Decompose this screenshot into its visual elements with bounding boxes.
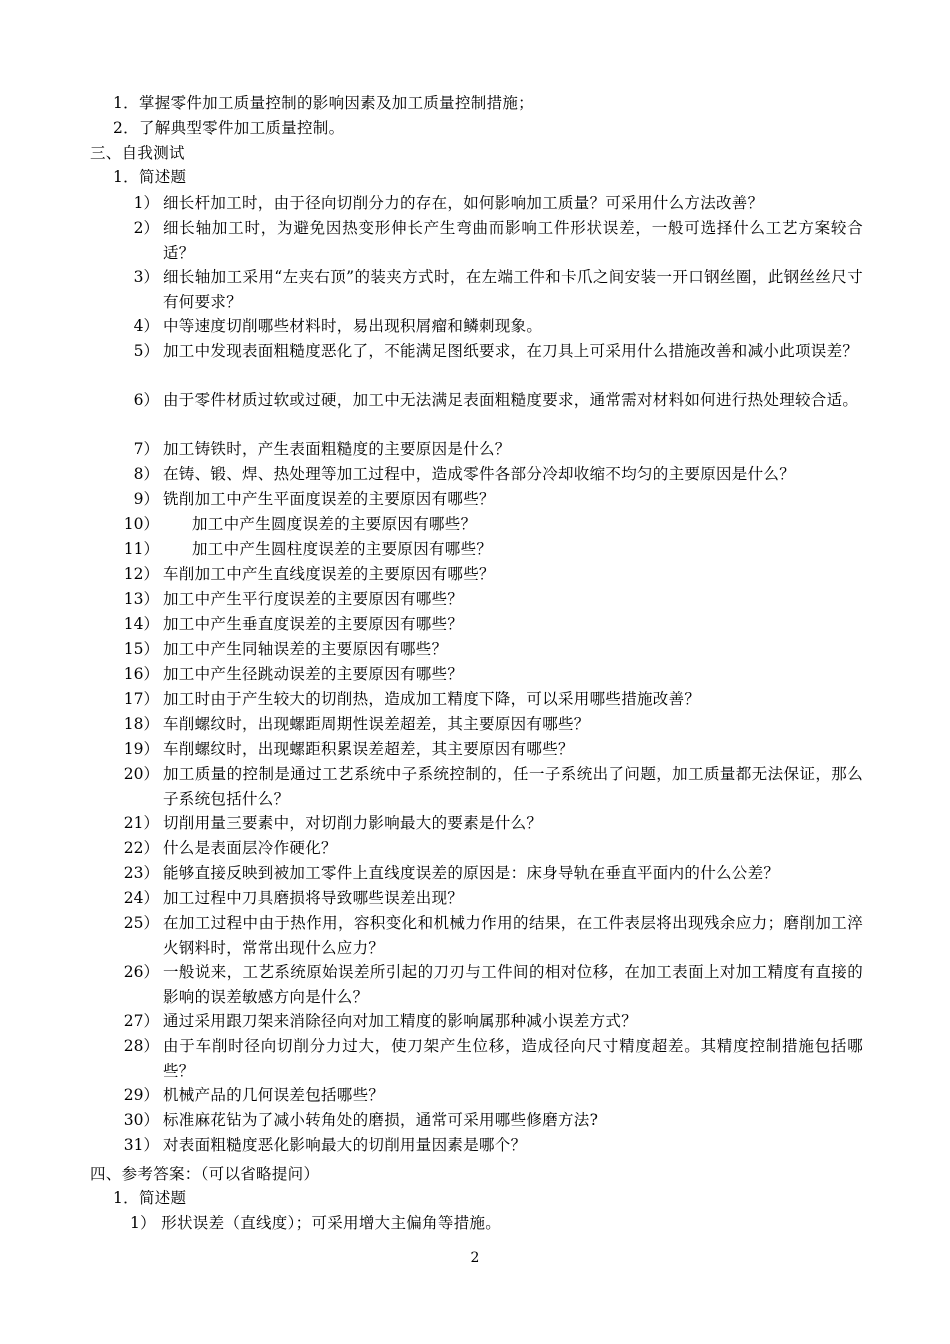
question-text: 在加工过程中由于热作用，容积变化和机械力作用的结果，在工件表层将出现残余应力；磨削加工淬火钢料时，常常出现什么应力？ <box>163 914 863 957</box>
question-number: 4） <box>133 317 159 335</box>
question-text: 铣削加工中产生平面度误差的主要原因有哪些？ <box>163 490 495 508</box>
question-text: 加工中产生圆柱度误差的主要原因有哪些？ <box>192 540 493 558</box>
question-number: 19） <box>123 740 159 758</box>
question-text: 在铸、锻、焊、热处理等加工过程中，造成零件各部分冷却收缩不均匀的主要原因是什么？ <box>163 465 796 483</box>
objective-number: 2． <box>113 119 139 137</box>
objective-item <box>113 117 344 139</box>
question-number: 17） <box>123 690 159 708</box>
question-number: 15） <box>123 640 159 658</box>
section-heading: 三、自我测试 <box>90 144 185 162</box>
question-number: 28） <box>123 1037 159 1055</box>
question-number: 25） <box>123 914 159 932</box>
objective-item <box>113 92 534 114</box>
question-text: 对表面粗糙度恶化影响最大的切削用量因素是哪个？ <box>163 1136 527 1154</box>
question-text: 什么是表面层冷作硬化？ <box>163 839 337 857</box>
question-text: 车削加工中产生直线度误差的主要原因有哪些？ <box>163 565 495 583</box>
question-text: 车削螺纹时，出现螺距积累误差超差，其主要原因有哪些？ <box>163 740 574 758</box>
subsection-heading: 1．简述题 <box>113 1189 187 1207</box>
question-text: 加工中产生径跳动误差的主要原因有哪些？ <box>163 665 464 683</box>
question-number: 16） <box>123 665 159 683</box>
question-text: 加工质量的控制是通过工艺系统中子系统控制的，任一子系统出了问题，加工质量都无法保证，那么子系统包括什么？ <box>163 765 863 808</box>
question-text: 通过采用跟刀架来消除径向对加工精度的影响属那种减小误差方式？ <box>163 1012 638 1030</box>
question-number: 22） <box>123 839 159 857</box>
answer-item <box>130 1212 501 1234</box>
section-heading: 四、参考答案：（可以省略提问） <box>90 1165 320 1183</box>
question-text: 加工时由于产生较大的切削热，造成加工精度下降，可以采用哪些措施改善？ <box>163 690 701 708</box>
answer-text: 形状误差（直线度）；可采用增大主偏角等措施。 <box>161 1214 502 1232</box>
question-number: 14） <box>123 615 159 633</box>
question-text: 中等速度切削哪些材料时，易出现积屑瘤和鳞刺现象。 <box>163 317 543 335</box>
objective-number: 1． <box>113 94 139 112</box>
question-number: 3） <box>133 268 159 286</box>
question-text: 一般说来，工艺系统原始误差所引起的刀刃与工件间的相对位移，在加工表面上对加工精度有直接的影响的误差敏感方向是什么？ <box>163 963 863 1006</box>
question-text: 加工中产生平行度误差的主要原因有哪些？ <box>163 590 464 608</box>
question-text: 由于零件材质过软或过硬，加工中无法满足表面粗糙度要求，通常需对材料如何进行热处理较合适。 <box>163 391 859 409</box>
question-number: 8） <box>133 465 159 483</box>
question-text: 切削用量三要素中，对切削力影响最大的要素是什么？ <box>163 814 543 832</box>
question-number: 7） <box>133 440 159 458</box>
question-number: 11） <box>123 540 159 558</box>
question-text: 标准麻花钻为了减小转角处的磨损，通常可采用哪些修磨方法? <box>163 1111 599 1129</box>
question-text: 加工中发现表面粗糙度恶化了，不能满足图纸要求，在刀具上可采用什么措施改善和减小此项误差？ <box>163 342 859 360</box>
question-text: 机械产品的几何误差包括哪些？ <box>163 1086 385 1104</box>
subsection-heading: 1．简述题 <box>113 168 187 186</box>
objective-text: 了解典型零件加工质量控制。 <box>138 119 345 137</box>
question-text: 由于车削时径向切削分力过大，使刀架产生位移，造成径向尺寸精度超差。其精度控制措施包括哪些？ <box>163 1037 863 1080</box>
page-number: 2 <box>470 1250 480 1266</box>
question-text: 加工中产生同轴误差的主要原因有哪些？ <box>163 640 448 658</box>
question-number: 20） <box>123 765 159 783</box>
question-text: 细长杆加工时，由于径向切削分力的存在，如何影响加工质量？可采用什么方法改善？ <box>163 194 764 212</box>
question-number: 29） <box>123 1086 159 1104</box>
question-text: 车削螺纹时，出现螺距周期性误差超差，其主要原因有哪些？ <box>163 715 590 733</box>
question-text: 加工过程中刀具磨损将导致哪些误差出现？ <box>163 889 464 907</box>
question-number: 5） <box>133 342 159 360</box>
question-number: 24） <box>123 889 159 907</box>
question-number: 10） <box>123 515 159 533</box>
question-number: 6） <box>133 391 159 409</box>
question-text: 细长轴加工时，为避免因热变形伸长产生弯曲而影响工件形状误差，一般可选择什么工艺方案较合适？ <box>163 219 863 262</box>
question-number: 18） <box>123 715 159 733</box>
question-text: 细长轴加工采用“左夹右顶”的装夹方式时，在左端工件和卡爪之间安装一开口钢丝圈，此钢丝丝尺寸有何要求？ <box>163 268 863 311</box>
question-number: 9） <box>133 490 159 508</box>
question-number: 2） <box>133 219 159 237</box>
answer-number: 1） <box>130 1214 156 1232</box>
question-text: 能够直接反映到被加工零件上直线度误差的原因是：床身导轨在垂直平面内的什么公差？ <box>163 864 780 882</box>
question-number: 12） <box>123 565 159 583</box>
question-number: 21） <box>123 814 159 832</box>
question-number: 13） <box>123 590 159 608</box>
question-text: 加工铸铁时，产生表面粗糙度的主要原因是什么？ <box>163 440 511 458</box>
question-number: 27） <box>123 1012 159 1030</box>
question-number: 23） <box>123 864 159 882</box>
objective-text: 掌握零件加工质量控制的影响因素及加工质量控制措施； <box>138 94 534 112</box>
question-number: 1） <box>133 194 159 212</box>
question-number: 30） <box>123 1111 159 1129</box>
question-text: 加工中产生圆度误差的主要原因有哪些？ <box>192 515 477 533</box>
question-text: 加工中产生垂直度误差的主要原因有哪些？ <box>163 615 464 633</box>
question-number: 26） <box>123 963 159 981</box>
question-number: 31） <box>123 1136 159 1154</box>
